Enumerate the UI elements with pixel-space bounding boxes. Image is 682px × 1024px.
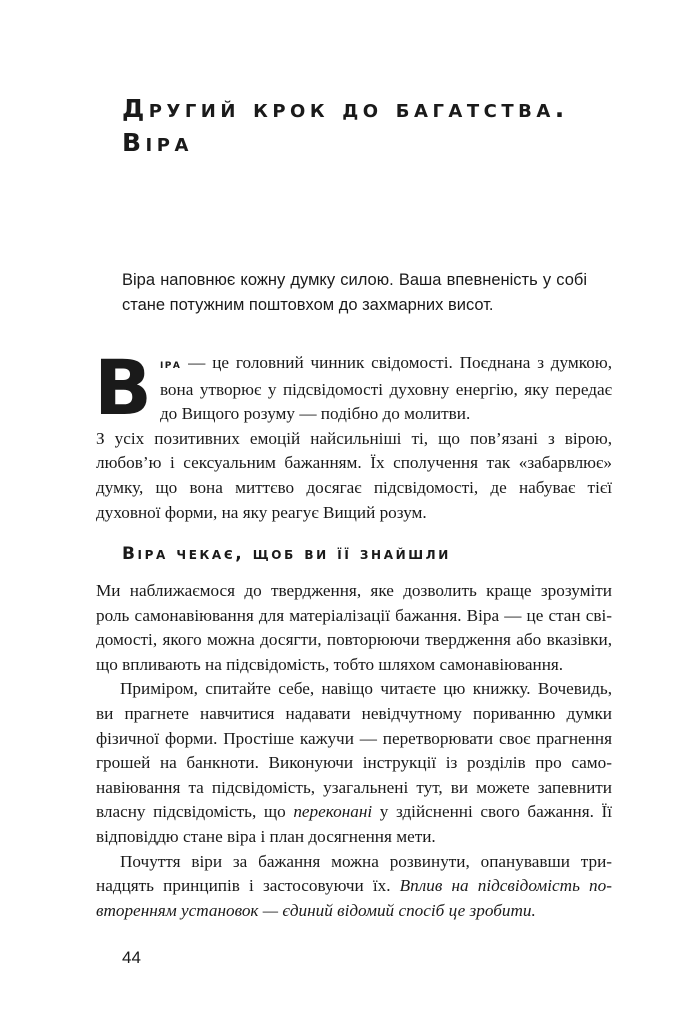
intro-text <box>94 343 612 525</box>
chapter-title-line-1: Другий крок до багатства. <box>122 94 569 123</box>
intro-paragraph-2: З усіх позитивних емоцій найсильніші ті, що пов’язані з вірою, любов’ю і сексуальним бажанням. Їх сполучення так «забарвлює» думку, що вона миттєво досягає підсвідомості, де набуває тієї духовної форми, на яку реагує Вищий розум. <box>96 428 612 522</box>
lead-word: іра <box>159 357 182 372</box>
epigraph <box>122 268 587 318</box>
intro-paragraph-1 <box>94 343 612 432</box>
section-paragraph-3-emphasis: Вплив на підсвідомість повторенням установок — єдиний відомий спосіб це зробити. <box>96 876 612 920</box>
section-paragraph-2-emphasis: переконані <box>293 802 373 822</box>
section-body <box>96 579 612 923</box>
section-paragraph-2 <box>96 677 612 849</box>
section-paragraph-2-part-1: Приміром, спитайте себе, навіщо читаєте цю книжку. Вочевидь, ви прагнете навчитися надавати невідчутному пориванню думки фізичної форми. Простіше кажучи — перетворювати своє прагнення грошей на банкноти. Виконуючи інструкції із розділів про самонавіювання та підсвідомість, узагальнені тут, ви можете запевнити власну підсвідомість, що <box>96 679 612 822</box>
chapter-title <box>122 92 582 160</box>
drop-cap: В <box>94 343 152 432</box>
section-paragraph-3-part-1: Почуття віри за бажання можна розвинути, опанувавши тринадцять принципів і застосовуючи їх. <box>96 851 612 896</box>
section-paragraph-3 <box>96 850 612 924</box>
section-paragraph-1: Ми наближаємося до твердження, яке дозволить краще зрозуміти роль самонавіювання для матеріалізації бажання. Віра — це стан свідомості, якого можна досягти, повторюючи твердження або вказівки, що впливають на підсвідомість, тобто шляхом самонавіювання. <box>96 581 612 674</box>
epigraph-text: Віра наповнює кожну думку силою. Ваша впевненість у собі стане потужним поштовхом до захмарних висот. <box>122 271 587 314</box>
section-paragraph-2-part-2: у здійсненні свого бажання. Її відповіддю стане віра і план досягнення мети. <box>96 802 612 846</box>
intro-paragraph-1-text: — це головний чинник свідомості. Поєднана з думкою, вона утворює у підсвідомості духовну енергію, яку передає до Вищого розуму — подібно до молитви. <box>159 353 612 424</box>
chapter-title-line-2: Віра <box>122 128 193 157</box>
page-number: 44 <box>122 948 141 967</box>
section-heading: Віра чекає, щоб ви її знайшли <box>122 544 451 564</box>
